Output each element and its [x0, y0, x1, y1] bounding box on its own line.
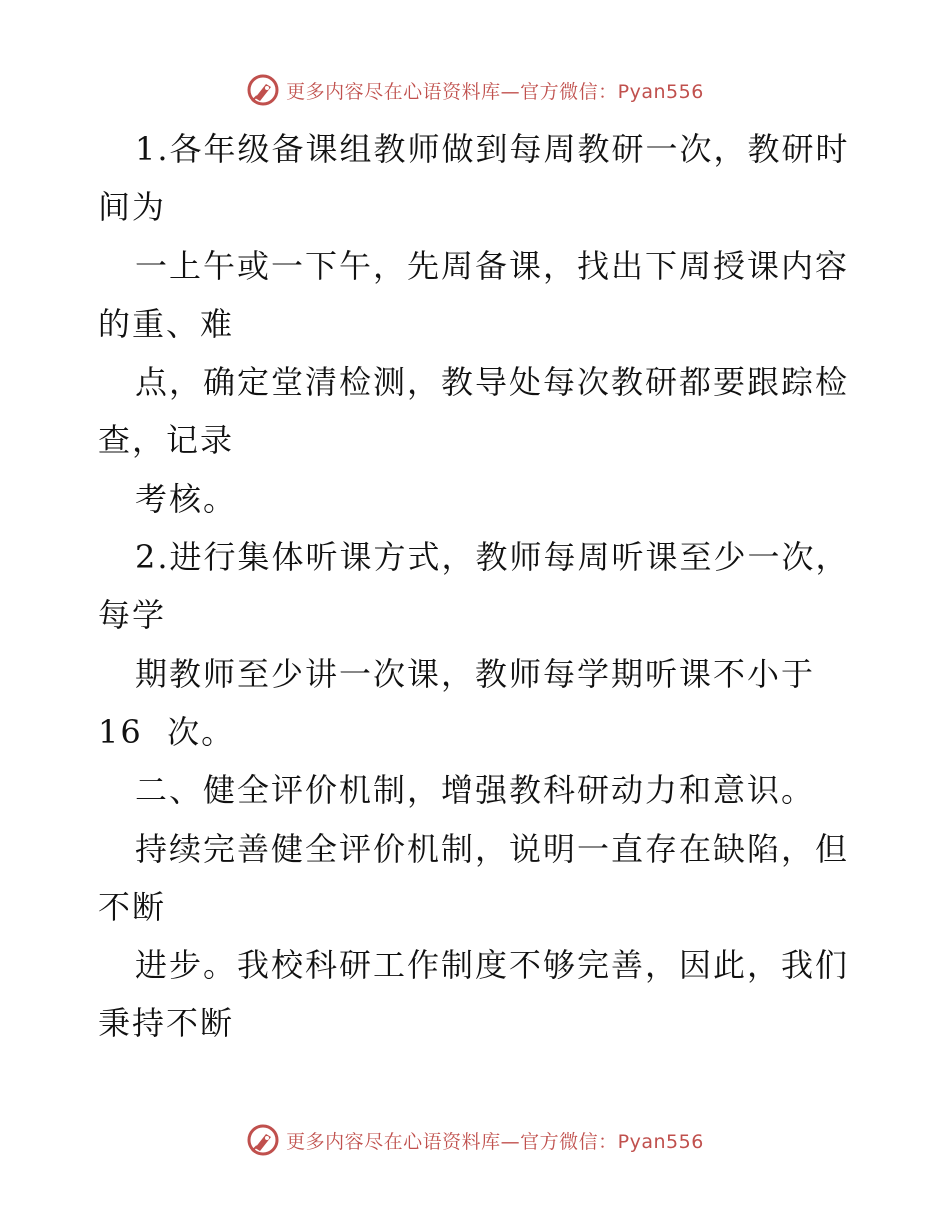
text-line: 进步。我校科研工作制度不够完善，因此，我们 — [135, 946, 850, 985]
text-line: 持续完善健全评价机制，说明一直存在缺陷，但 — [135, 829, 850, 868]
text-line: 16 次。 — [98, 712, 236, 751]
text-line: 二、健全评价机制，增强教科研动力和意识。 — [135, 771, 816, 810]
pen-nib-logo-icon — [246, 1123, 280, 1157]
text-line: 2.进行集体听课方式，教师每周听课至少一次， — [135, 538, 850, 577]
text-line: 考核。 — [135, 479, 238, 518]
text-line: 间为 — [98, 188, 167, 227]
footer-watermark-banner — [0, 1120, 950, 1160]
text-line: 一上午或一下午，先周备课，找出下周授课内容 — [135, 246, 850, 285]
text-line: 期教师至少讲一次课，教师每学期听课不小于 — [135, 654, 816, 693]
text-line: 点，确定堂清检测，教导处每次教研都要跟踪检 — [135, 363, 850, 402]
text-line: 1.各年级备课组教师做到每周教研一次，教研时 — [135, 130, 850, 168]
pen-nib-logo-icon — [246, 73, 280, 107]
document-body — [98, 120, 858, 1053]
header-watermark-banner — [0, 70, 950, 110]
text-line: 秉持不断 — [98, 1004, 235, 1043]
header-banner-text: 更多内容尽在心语资料库—官方微信：Pyan556 — [286, 80, 704, 103]
text-line: 的重、难 — [98, 304, 235, 343]
text-line: 查，记录 — [98, 421, 235, 460]
footer-banner-text: 更多内容尽在心语资料库—官方微信：Pyan556 — [286, 1130, 704, 1153]
text-line: 每学 — [98, 596, 167, 635]
text-line: 不断 — [98, 887, 167, 926]
